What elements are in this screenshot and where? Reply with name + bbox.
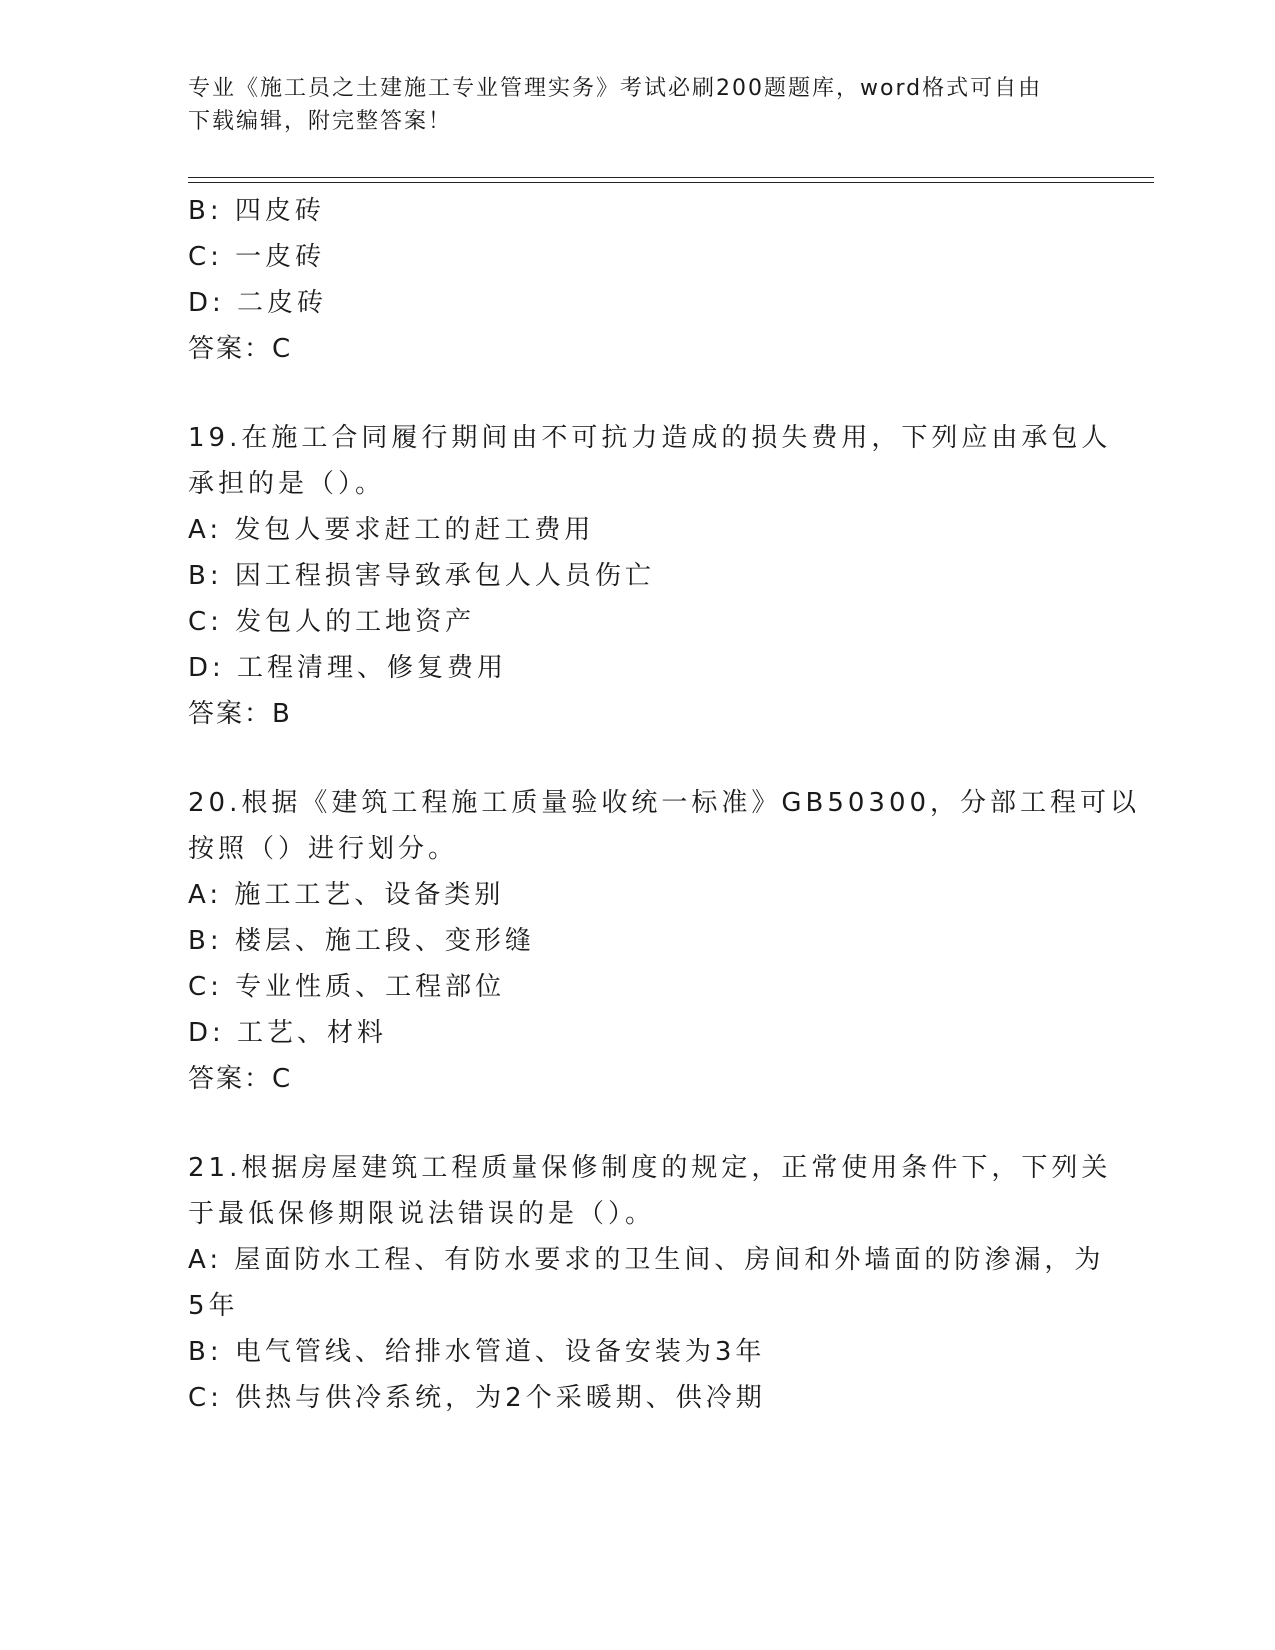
option-a-continued: 5年 xyxy=(188,1291,239,1321)
question-stem: 按照（）进行划分。 xyxy=(188,834,459,864)
option-b: B: 四皮砖 xyxy=(188,196,325,226)
answer: 答案：C xyxy=(188,334,293,364)
answer: 答案：B xyxy=(188,699,292,729)
question-20 xyxy=(188,780,1141,1102)
spacer xyxy=(188,737,1088,780)
option-c: C: 专业性质、工程部位 xyxy=(188,972,506,1002)
question-stem: 21.根据房屋建筑工程质量保修制度的规定，正常使用条件下，下列关 xyxy=(188,1153,1112,1183)
question-stem: 于最低保修期限说法错误的是（）。 xyxy=(188,1199,656,1229)
spacer xyxy=(188,372,1088,415)
answer: 答案：C xyxy=(188,1064,293,1094)
option-c: C: 发包人的工地资产 xyxy=(188,607,476,637)
question-18-tail xyxy=(188,188,1088,372)
header-divider-bottom xyxy=(188,182,1154,183)
option-a: A: 屋面防水工程、有防水要求的卫生间、房间和外墙面的防渗漏，为 xyxy=(188,1245,1105,1275)
document-header xyxy=(188,72,1068,138)
option-d: D: 二皮砖 xyxy=(188,288,328,318)
option-c: C: 供热与供冷系统，为2个采暖期、供冷期 xyxy=(188,1383,766,1413)
option-b: B: 楼层、施工段、变形缝 xyxy=(188,926,535,956)
question-list xyxy=(188,188,1141,1421)
question-stem: 20.根据《建筑工程施工质量验收统一标准》GB50300，分部工程可以 xyxy=(188,788,1141,818)
question-21 xyxy=(188,1145,1112,1421)
question-stem: 19.在施工合同履行期间由不可抗力造成的损失费用，下列应由承包人 xyxy=(188,423,1112,453)
option-c: C: 一皮砖 xyxy=(188,242,326,272)
spacer xyxy=(188,1102,1088,1145)
question-stem: 承担的是（）。 xyxy=(188,469,386,499)
option-d: D: 工艺、材料 xyxy=(188,1018,388,1048)
option-b: B: 因工程损害导致承包人人员伤亡 xyxy=(188,561,655,591)
option-a: A: 施工工艺、设备类别 xyxy=(188,880,505,910)
question-19 xyxy=(188,415,1112,737)
header-divider-top xyxy=(188,177,1154,178)
header-line-1: 专业《施工员之土建施工专业管理实务》考试必刷200题题库，word格式可自由 xyxy=(188,76,1043,101)
header-line-2: 下载编辑，附完整答案！ xyxy=(188,109,453,134)
option-a: A: 发包人要求赶工的赶工费用 xyxy=(188,515,595,545)
option-b: B: 电气管线、给排水管道、设备安装为3年 xyxy=(188,1337,766,1367)
option-d: D: 工程清理、修复费用 xyxy=(188,653,508,683)
